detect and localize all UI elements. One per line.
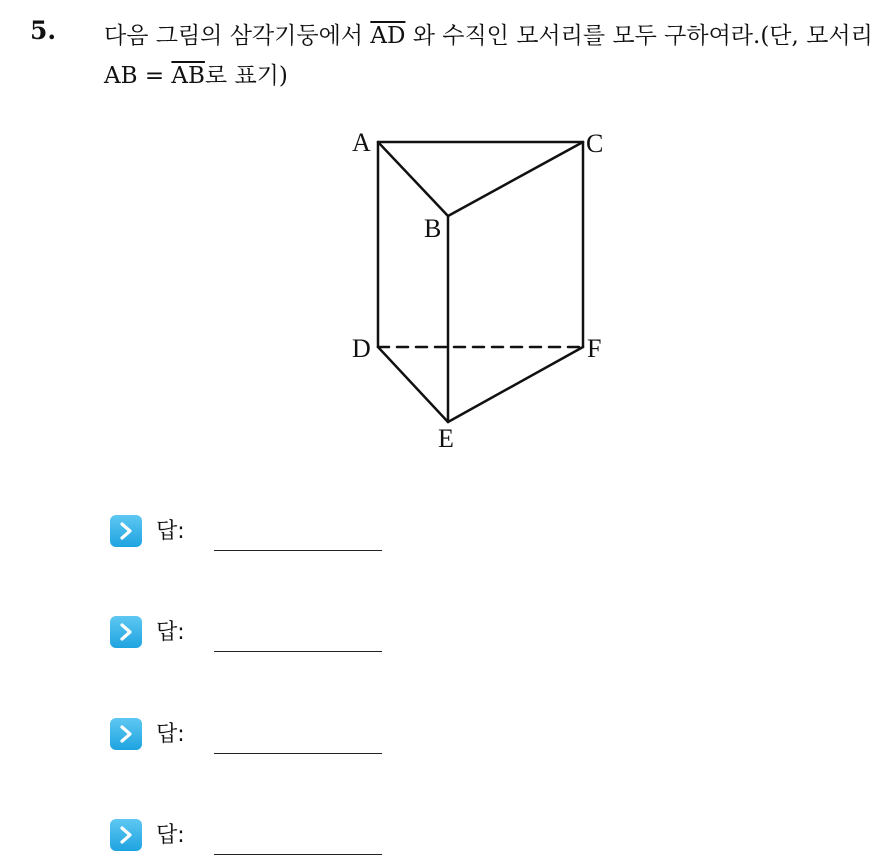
answer-blank-2[interactable] [214,651,382,652]
vertex-label-f: F [587,334,602,363]
answer-blank-1[interactable] [214,550,382,551]
answer-row-3 [110,715,410,755]
vertex-label-a: A [352,128,371,157]
answer-row-2 [110,613,410,653]
answer-blank-3[interactable] [214,753,382,754]
question-text-part3: 로 표기) [204,63,288,89]
question-text-part1: 다음 그림의 삼각기둥에서 [104,23,371,49]
answer-blank-4[interactable] [214,854,382,855]
chevron-right-icon [110,819,142,851]
edge-de [378,347,448,422]
answer-row-4 [110,816,410,856]
question-number: 5. [30,16,57,45]
answer-label: 답: [156,620,185,645]
edge-ef [448,347,583,422]
answer-label: 답: [156,823,185,848]
triangular-prism-figure [340,120,630,460]
segment-ab: $\overline{AB}$ [171,63,205,89]
question-text-part2: 와 수직인 모서리를 모두 구하여라.(단, 모서리 AB = [104,23,873,89]
vertex-label-e: E [438,424,454,453]
answer-label: 답: [156,519,185,544]
segment-ad: $\overline{AD}$ [370,23,406,49]
question-text [104,16,874,96]
vertex-label-b: B [424,214,442,243]
chevron-right-icon [110,515,142,547]
vertex-label-c: C [586,129,604,158]
edge-bc [448,142,583,216]
chevron-right-icon [110,718,142,750]
chevron-right-icon [110,616,142,648]
answer-label: 답: [156,722,185,747]
answer-row-1 [110,512,410,552]
vertex-label-d: D [352,334,371,363]
edge-ab [378,142,448,216]
